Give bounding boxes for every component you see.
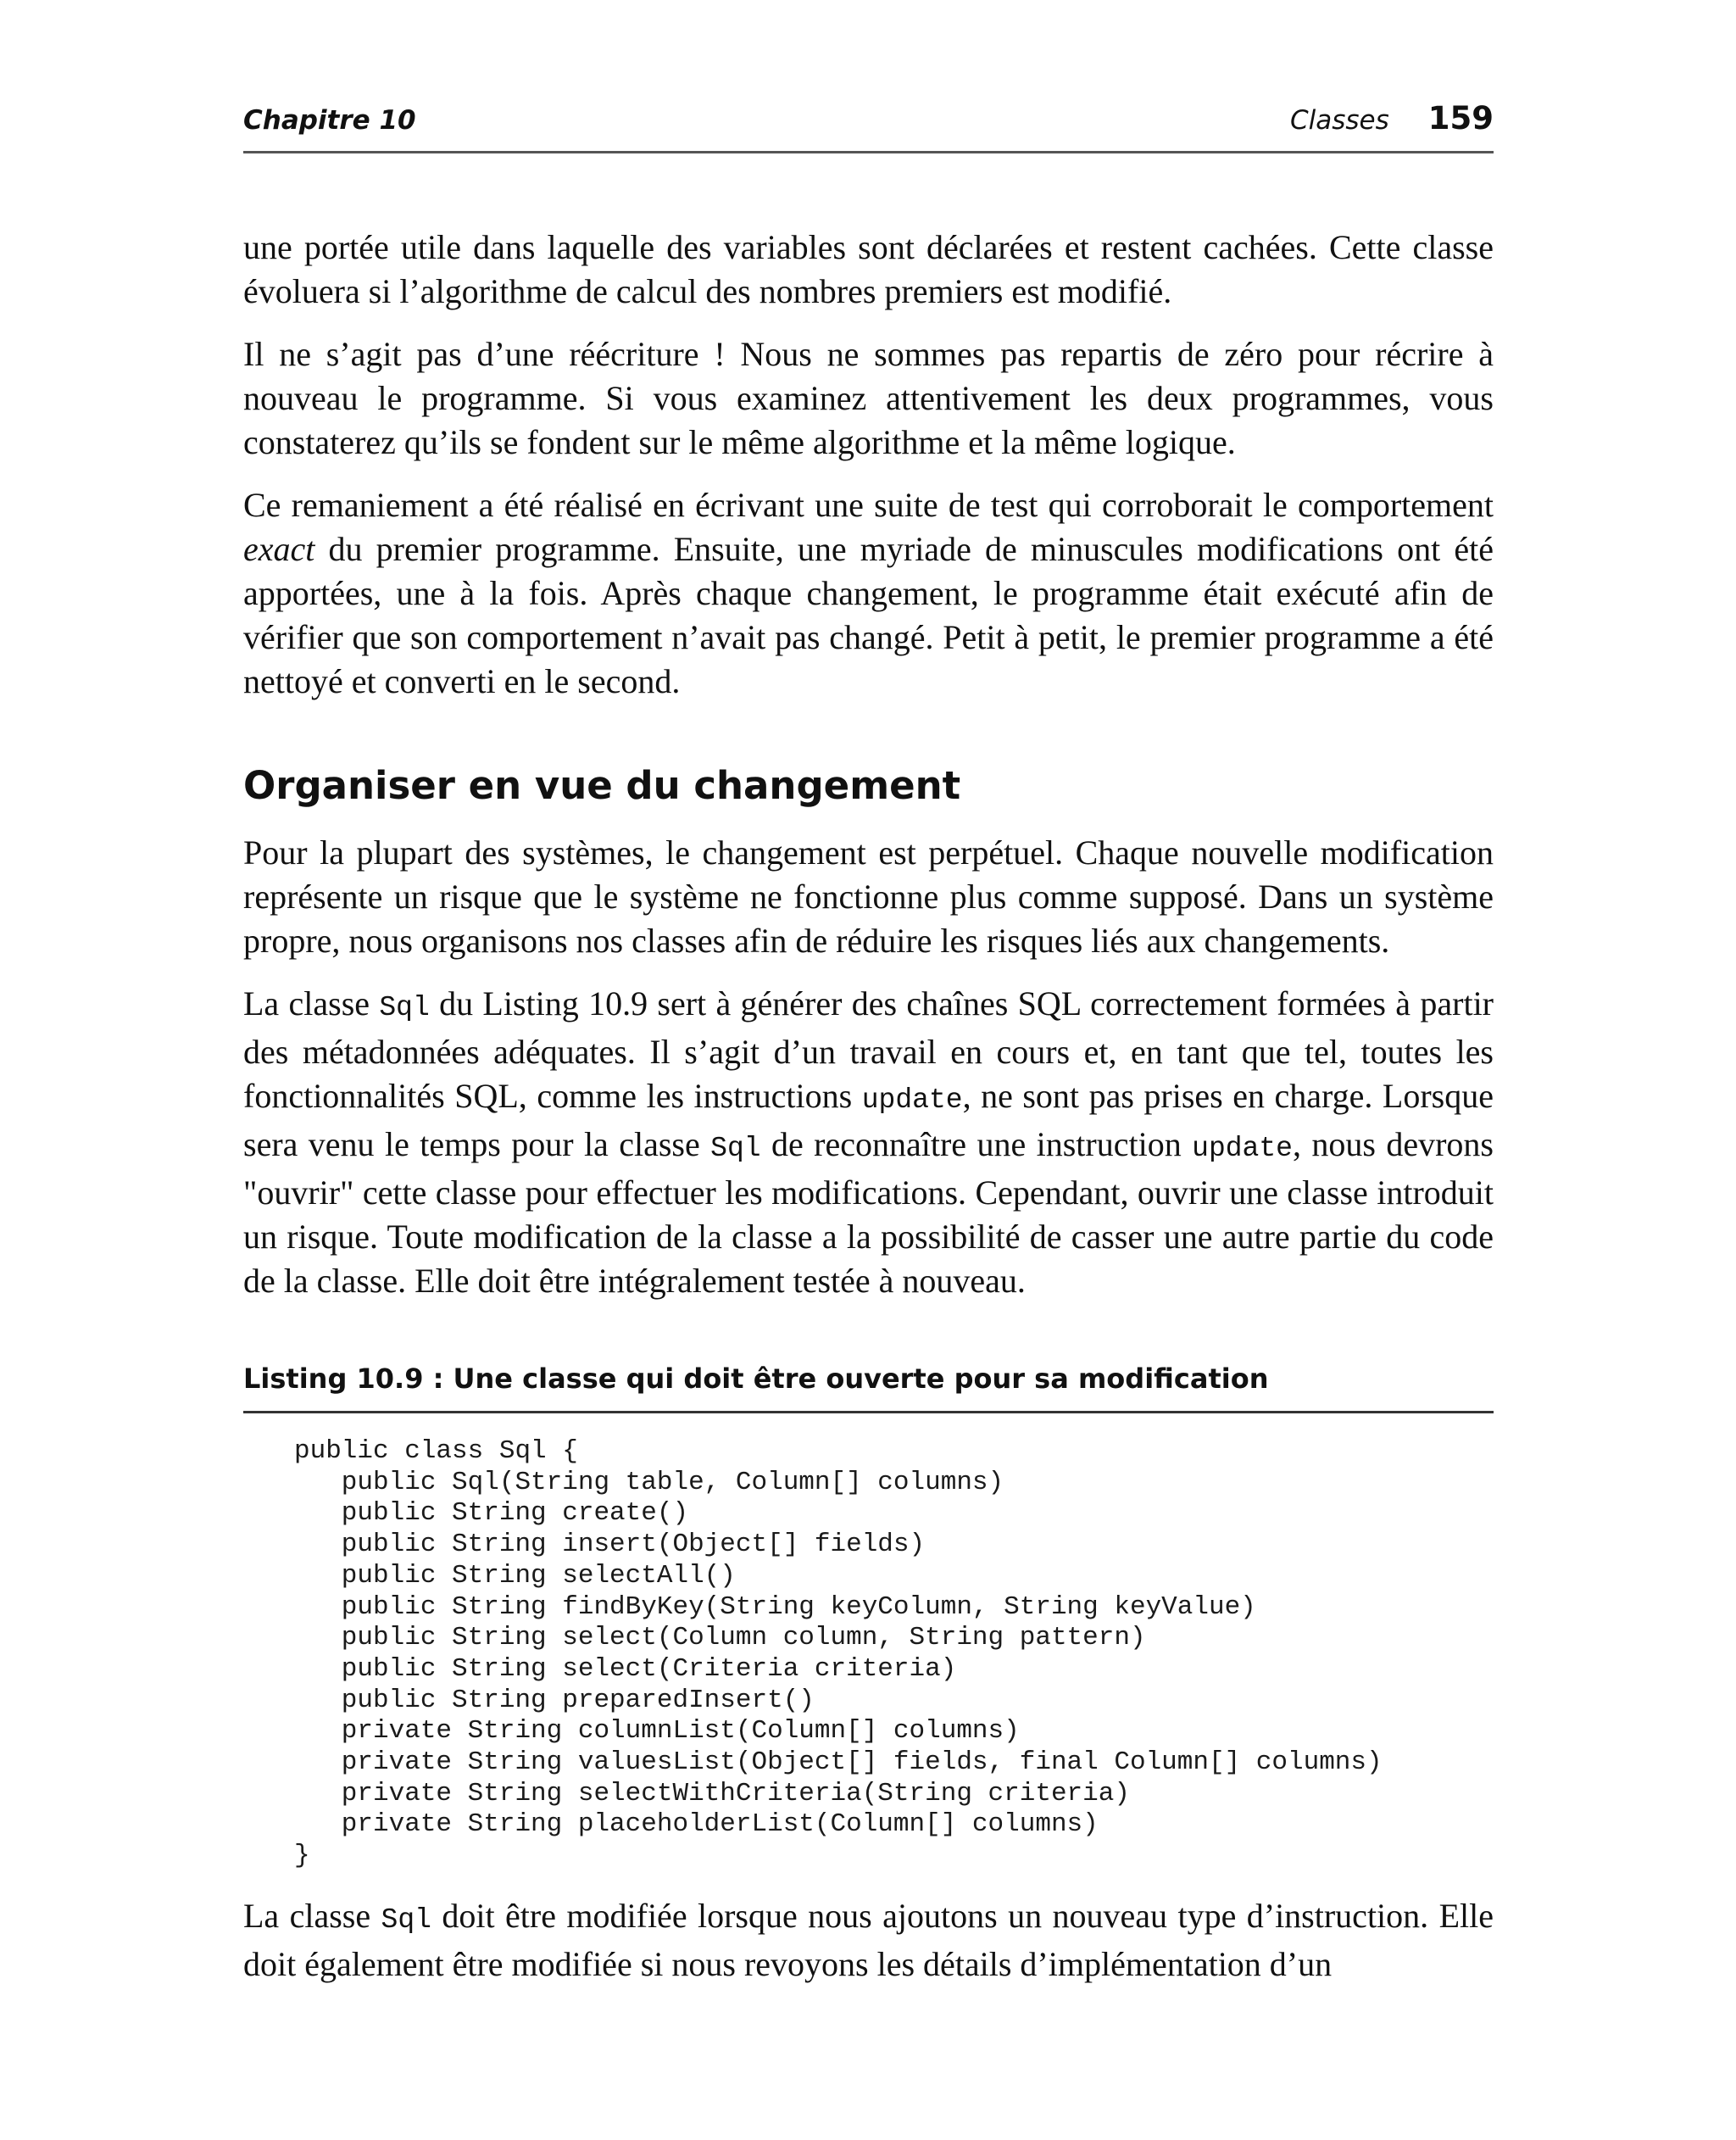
page-number: 159 — [1427, 100, 1494, 137]
emphasis-exact: exact — [243, 530, 315, 568]
paragraph-4: Pour la plupart des systèmes, le changement est perpétuel. Chaque nouvelle modification représente un risque que le système ne fonctionne plus comme supposé. Dans un système propre, nous organisons nos classes afin de réduire les risques liés aux changements. — [243, 833, 1494, 960]
code-line: private String columnList(Column[] columns) — [294, 1716, 1020, 1747]
code-line: public String insert(Object[] fields) — [294, 1530, 926, 1560]
paragraph-5-text-4: de reconnaître une instruction — [760, 1125, 1193, 1163]
paragraph-6 — [243, 1894, 1494, 1987]
running-header — [243, 100, 1494, 151]
code-line: private String selectWithCriteria(String criteria) — [294, 1778, 1130, 1808]
chapter-label: Chapitre 10 — [243, 105, 416, 136]
listing-caption: Listing 10.9 : Une classe qui doit être ouverte pour sa modification — [243, 1363, 1269, 1395]
paragraph-6-text-2: doit être modifiée lorsque nous ajoutons un nouveau type d’instruction. Elle doit également être modifiée si nous revoyons les détails d’implémentation d’un — [243, 1897, 1494, 1983]
header-divider — [243, 151, 1494, 153]
code-listing — [294, 1436, 1383, 1872]
paragraph-6-text-1: La classe — [243, 1897, 381, 1935]
paragraph-3 — [243, 483, 1494, 704]
section-heading: Organiser en vue du changement — [243, 763, 961, 808]
code-line: public Sql(String table, Column[] columns) — [294, 1467, 1004, 1497]
inline-code-sql: Sql — [710, 1133, 761, 1164]
paragraph-5-text-2: du Listing 10.9 sert à générer des chaînes SQL correctement formées à partir des métadonnées adéquates. Il s’agit d’un travail en cours et, en tant que tel, toutes les fonctionnalités SQL, comme les instructions — [243, 984, 1494, 1115]
code-line: private String placeholderList(Column[] columns) — [294, 1809, 1099, 1840]
paragraph-5 — [243, 982, 1494, 1303]
code-line: } — [294, 1841, 310, 1871]
inline-code-sql: Sql — [381, 1904, 431, 1936]
paragraph-5-text-5: , nous devrons "ouvrir" cette classe pour effectuer les modifications. Cependant, ouvrir une classe introduit un risque. Toute modification de la classe a la possibilité de casser une autre partie du code de la classe. Elle doit être intégralement testée à nouveau. — [243, 1125, 1494, 1300]
paragraph-3-text-a: Ce remaniement a été réalisé en écrivant une suite de test qui corroborait le comportement — [243, 486, 1494, 524]
code-line: public String findByKey(String keyColumn, String keyValue) — [294, 1591, 1256, 1622]
inline-code-update: update — [1192, 1133, 1293, 1164]
inline-code-sql: Sql — [379, 992, 430, 1023]
inline-code-update: update — [861, 1084, 963, 1116]
paragraph-3-text-b: du premier programme. Ensuite, une myriade de minuscules modifications ont été apportées, une à la fois. Après chaque changement, le programme était exécuté afin de vérifier que son comportement n’avait pas changé. Petit à petit, le premier programme a été nettoyé et converti en le second. — [243, 530, 1494, 700]
code-line: public String select(Column column, String pattern) — [294, 1623, 1146, 1653]
code-line: public String select(Criteria criteria) — [294, 1653, 957, 1684]
code-line: private String valuesList(Object[] fields, final Column[] columns) — [294, 1747, 1383, 1778]
code-line: public String selectAll() — [294, 1560, 736, 1591]
header-right — [1290, 100, 1494, 137]
paragraph-1: une portée utile dans laquelle des variables sont déclarées et restent cachées. Cette classe évoluera si l’algorithme de calcul des nombres premiers est modifié. — [243, 228, 1494, 310]
paragraph-2: Il ne s’agit pas d’une réécriture ! Nous ne sommes pas repartis de zéro pour récrire à nouveau le programme. Si vous examinez attentivement les deux programmes, vous constaterez qu’ils se fondent sur le même algorithme et la même logique. — [243, 335, 1494, 461]
code-line: public String create() — [294, 1498, 689, 1529]
paragraph-5-text-1: La classe — [243, 984, 380, 1023]
code-line: public String preparedInsert() — [294, 1685, 815, 1715]
code-line: public class Sql { — [294, 1436, 578, 1466]
paragraph-5-text-3: , ne sont pas prises en charge. Lorsque sera venu le temps pour la classe — [243, 1077, 1494, 1163]
listing-divider — [243, 1411, 1494, 1413]
section-label: Classes — [1289, 105, 1389, 136]
